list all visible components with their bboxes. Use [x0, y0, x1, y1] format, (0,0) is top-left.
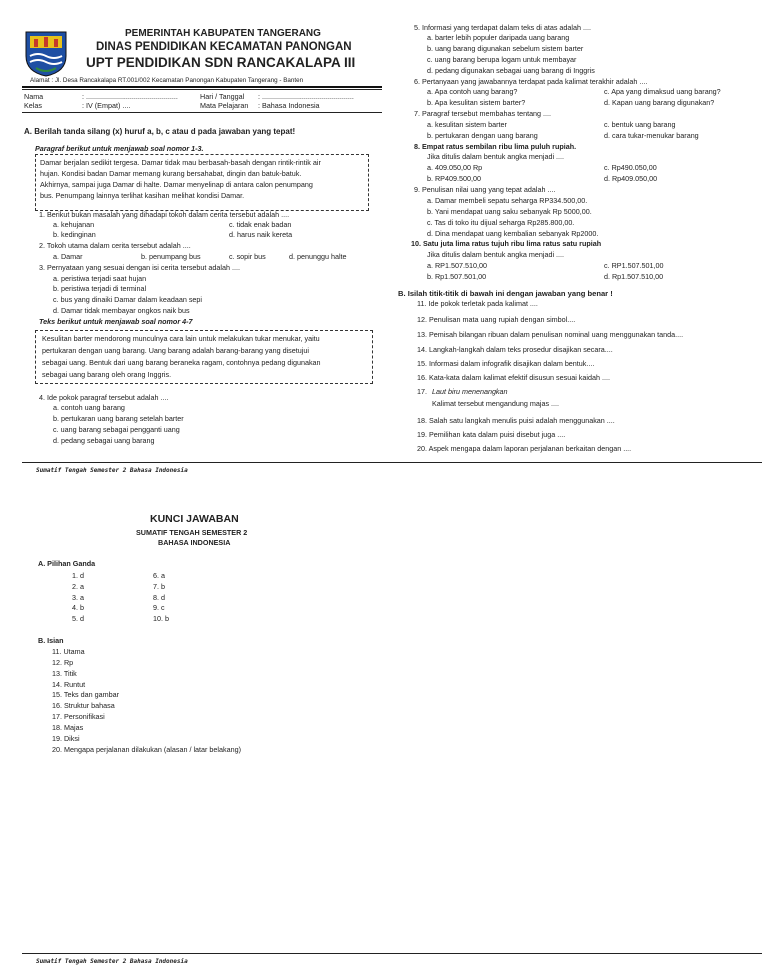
- option-9c[interactable]: c. Tas di toko itu dijual seharga Rp285.800,00.: [427, 218, 575, 227]
- fill-question: 11. Ide pokok terletak pada kalimat ....: [417, 299, 538, 308]
- key-isian-item: 15. Teks dan gambar: [52, 690, 119, 699]
- para1-line: bus. Penumpang lainnya terlihat kasihan melihat kondisi Damar.: [40, 191, 245, 200]
- option-1c[interactable]: c. tidak enak badan: [229, 220, 292, 229]
- option-6a[interactable]: a. Apa contoh uang barang?: [427, 87, 518, 96]
- option-3a[interactable]: a. peristiwa terjadi saat hujan: [53, 274, 147, 283]
- fill-question: 19. Pemilihan kata dalam puisi disebut juga ....: [417, 430, 566, 439]
- option-2c[interactable]: c. sopir bus: [229, 252, 266, 261]
- key-isian-item: 12. Rp: [52, 658, 74, 667]
- option-10a[interactable]: a. RP1.507.510,00: [427, 261, 487, 270]
- option-2d[interactable]: d. penunggu halte: [289, 252, 347, 261]
- header-rule-thick: [22, 86, 382, 88]
- footer-2: Sumatif Tengah Semester 2 Bahasa Indonesia: [36, 958, 188, 965]
- option-5b[interactable]: b. uang barang digunakan sebelum sistem barter: [427, 44, 584, 53]
- key-isian-item: 16. Struktur bahasa: [52, 701, 115, 710]
- option-6b[interactable]: b. Apa kesulitan sistem barter?: [427, 98, 526, 107]
- kelas-label: Kelas: [24, 101, 42, 110]
- key-isian-item: 20. Mengapa perjalanan dilakukan (alasan / latar belakang): [52, 745, 241, 754]
- mapel-field: : Bahasa Indonesia: [258, 101, 320, 110]
- para1-line: Akhirnya, sampai juga Damar di halte. Damar menyelinap di antara calon penumpang: [40, 180, 313, 189]
- option-1d[interactable]: d. harus naik kereta: [229, 230, 293, 239]
- option-1b[interactable]: b. kedinginan: [53, 230, 96, 239]
- fill-question: 13. Pemisah bilangan ribuan dalam penulisan nominal uang menggunakan tanda....: [417, 330, 684, 339]
- footer-rule-2: [22, 953, 762, 954]
- mapel-label: Mata Pelajaran: [200, 101, 249, 110]
- option-10d[interactable]: d. Rp1.507.510,00: [604, 272, 664, 281]
- option-7a[interactable]: a. kesulitan sistem barter: [427, 120, 507, 129]
- key-isian-item: 14. Runtut: [52, 680, 86, 689]
- option-10c[interactable]: c. RP1.507.501,00: [604, 261, 664, 270]
- option-4a[interactable]: a. contoh uang barang: [53, 403, 125, 412]
- tangerang-regency-logo: [22, 26, 70, 78]
- question-7: 7. Paragraf tersebut membahas tentang ....: [414, 109, 552, 118]
- para2-line: pertukaran dengan uang barang. Uang barang adalah barang-barang yang disetujui: [42, 346, 309, 355]
- fill-question: 16. Kata-kata dalam kalimat efektif disusun sesuai kaidah ....: [417, 373, 610, 382]
- option-5a[interactable]: a. barter lebih populer daripada uang barang: [427, 33, 570, 42]
- option-7b[interactable]: b. pertukaran dengan uang barang: [427, 131, 538, 140]
- option-8a[interactable]: a. 409.050,00 Rp: [427, 163, 483, 172]
- fill-question: 15. Informasi dalam infografik disajikan dalam bentuk....: [417, 359, 595, 368]
- footer-rule-1: [22, 462, 762, 463]
- header-rule-thin: [22, 89, 382, 90]
- key-sub2: BAHASA INDONESIA: [158, 538, 231, 547]
- fill-question-17-italic: Laut biru menenangkan: [432, 387, 508, 396]
- key-pg-left: 2. a: [72, 582, 84, 591]
- question-4: 4. Ide pokok paragraf tersebut adalah ....: [39, 393, 169, 402]
- hari-field[interactable]: : ..............................................: [258, 92, 354, 101]
- key-sub1: SUMATIF TENGAH SEMESTER 2: [136, 528, 248, 537]
- section-b-title: B. Isilah titik-titik di bawah ini dengan jawaban yang benar !: [398, 289, 613, 298]
- option-8c[interactable]: c. Rp490.050,00: [604, 163, 657, 172]
- key-pg-left: 3. a: [72, 593, 84, 602]
- option-8d[interactable]: d. Rp409.050,00: [604, 174, 658, 183]
- key-pg-right: 7. b: [153, 582, 165, 591]
- key-isian-item: 18. Majas: [52, 723, 84, 732]
- para1-line: hujan. Kondisi badan Damar memang kurang bersahabat, dingin dan batuk-batuk.: [40, 169, 302, 178]
- option-5c[interactable]: c. uang barang berupa logam untuk membayar: [427, 55, 577, 64]
- key-pg-left: 4. b: [72, 603, 84, 612]
- identity-rule: [22, 112, 382, 113]
- question-1: 1. Berikut bukan masalah yang dihadapi tokoh dalam cerita tersebut adalah ....: [39, 210, 290, 219]
- key-isian-title: B. Isian: [38, 636, 64, 645]
- option-2b[interactable]: b. penumpang bus: [141, 252, 201, 261]
- fill-question-17-line2: Kalimat tersebut mengandung majas ....: [432, 399, 560, 408]
- key-pg-right: 6. a: [153, 571, 165, 580]
- key-pg-left: 5. d: [72, 614, 84, 623]
- option-7c[interactable]: c. bentuk uang barang: [604, 120, 676, 129]
- nama-field[interactable]: : ..............................................: [82, 92, 178, 101]
- option-6d[interactable]: d. Kapan uang barang digunakan?: [604, 98, 715, 107]
- key-pg-right: 10. b: [153, 614, 169, 623]
- key-pg-left: 1. d: [72, 571, 84, 580]
- option-10b[interactable]: b. Rp1.507.501,00: [427, 272, 487, 281]
- option-4d[interactable]: d. pedang sebagai uang barang: [53, 436, 155, 445]
- header-line-3: UPT PENDIDIKAN SDN RANCAKALAPA III: [86, 55, 356, 70]
- option-3c[interactable]: c. bus yang dinaiki Damar dalam keadaan sepi: [53, 295, 203, 304]
- header-address: Alamat : Jl. Desa Rancakalapa RT.001/002 Kecamatan Panongan Kabupaten Tangerang - Banten: [30, 77, 304, 84]
- key-pg-right: 9. c: [153, 603, 165, 612]
- para2-label: Teks berikut untuk menjawab soal nomor 4-7: [39, 317, 193, 326]
- option-8b[interactable]: b. RP409.500,00: [427, 174, 481, 183]
- option-5d[interactable]: d. pedang digunakan sebagai uang barang di Inggris: [427, 66, 595, 75]
- question-10: 10. Satu juta lima ratus tujuh ribu lima ratus satu rupiah: [411, 239, 602, 248]
- para2-line: Kesulitan barter mendorong munculnya cara lain untuk melakukan tukar menukar, yaitu: [42, 334, 320, 343]
- option-1a[interactable]: a. kehujanan: [53, 220, 95, 229]
- key-isian-item: 19. Diksi: [52, 734, 80, 743]
- hari-label: Hari / Tanggal: [200, 92, 245, 101]
- option-2a[interactable]: a. Damar: [53, 252, 83, 261]
- fill-question: 18. Salah satu langkah menulis puisi adalah menggunakan ....: [417, 416, 615, 425]
- question-6: 6. Pertanyaan yang jawabannya terdapat pada kalimat terakhir adalah ....: [414, 77, 648, 86]
- option-9d[interactable]: d. Dina mendapat uang kembalian sebanyak Rp2000.: [427, 229, 599, 238]
- key-isian-item: 13. Titik: [52, 669, 77, 678]
- question-10-sub: Jika ditulis dalam bentuk angka menjadi ....: [427, 250, 565, 259]
- key-isian-item: 17. Personifikasi: [52, 712, 105, 721]
- question-8-sub: Jika ditulis dalam bentuk angka menjadi ....: [427, 152, 565, 161]
- para1-line: Damar berjalan sedikit tergesa. Damar tidak mau berbasah-basah dengan rintik-rintik air: [40, 158, 321, 167]
- key-pg-right: 8. d: [153, 593, 165, 602]
- fill-question: 20. Aspek mengapa dalam laporan perjalanan berkaitan dengan ....: [417, 444, 632, 453]
- option-4c[interactable]: c. uang barang sebagai pengganti uang: [53, 425, 180, 434]
- question-5: 5. Informasi yang terdapat dalam teks di atas adalah ....: [414, 23, 591, 32]
- key-title: KUNCI JAWABAN: [150, 513, 239, 525]
- para1-label: Paragraf berikut untuk menjawab soal nomor 1-3.: [35, 144, 204, 153]
- nama-label: Nama: [24, 92, 44, 101]
- option-6c[interactable]: c. Apa yang dimaksud uang barang?: [604, 87, 721, 96]
- section-a-title: A. Berilah tanda silang (x) huruf a, b, c atau d pada jawaban yang tepat!: [24, 127, 296, 136]
- fill-question: 12. Penulisan mata uang rupiah dengan simbol....: [417, 315, 576, 324]
- question-2: 2. Tokoh utama dalam cerita tersebut adalah ....: [39, 241, 191, 250]
- key-pg-title: A. Pilihan Ganda: [38, 559, 96, 568]
- fill-question: 14. Langkah-langkah dalam teks prosedur disajikan secara....: [417, 345, 613, 354]
- key-isian-item: 11. Utama: [52, 647, 85, 656]
- question-8: 8. Empat ratus sembilan ribu lima puluh rupiah.: [414, 142, 577, 151]
- option-9a[interactable]: a. Damar membeli sepatu seharga RP334.500,00.: [427, 196, 588, 205]
- option-9b[interactable]: b. Yani mendapat uang saku sebanyak Rp 5000,00.: [427, 207, 592, 216]
- option-7d[interactable]: d. cara tukar-menukar barang: [604, 131, 699, 140]
- header-line-2: DINAS PENDIDIKAN KECAMATAN PANONGAN: [96, 41, 352, 53]
- footer-1: Sumatif Tengah Semester 2 Bahasa Indonesia: [36, 467, 188, 474]
- option-4b[interactable]: b. pertukaran uang barang setelah barter: [53, 414, 184, 423]
- option-3b[interactable]: b. peristiwa terjadi di terminal: [53, 284, 147, 293]
- para2-line: sebagai uang. Bentuk dari uang barang beraneka ragam, contohnya pedang digunakan: [42, 358, 321, 367]
- question-3: 3. Pernyataan yang sesuai dengan isi cerita tersebut adalah ....: [39, 263, 240, 272]
- option-3d[interactable]: d. Damar tidak membayar ongkos naik bus: [53, 306, 190, 315]
- kelas-field: : IV (Empat) ....: [82, 101, 131, 110]
- fill-question: 17.: [417, 387, 427, 396]
- para2-line: sebagai uang barang oleh orang Inggris.: [42, 370, 172, 379]
- question-9: 9. Penulisan nilai uang yang tepat adalah ....: [414, 185, 556, 194]
- header-line-1: PEMERINTAH KABUPATEN TANGERANG: [125, 28, 321, 39]
